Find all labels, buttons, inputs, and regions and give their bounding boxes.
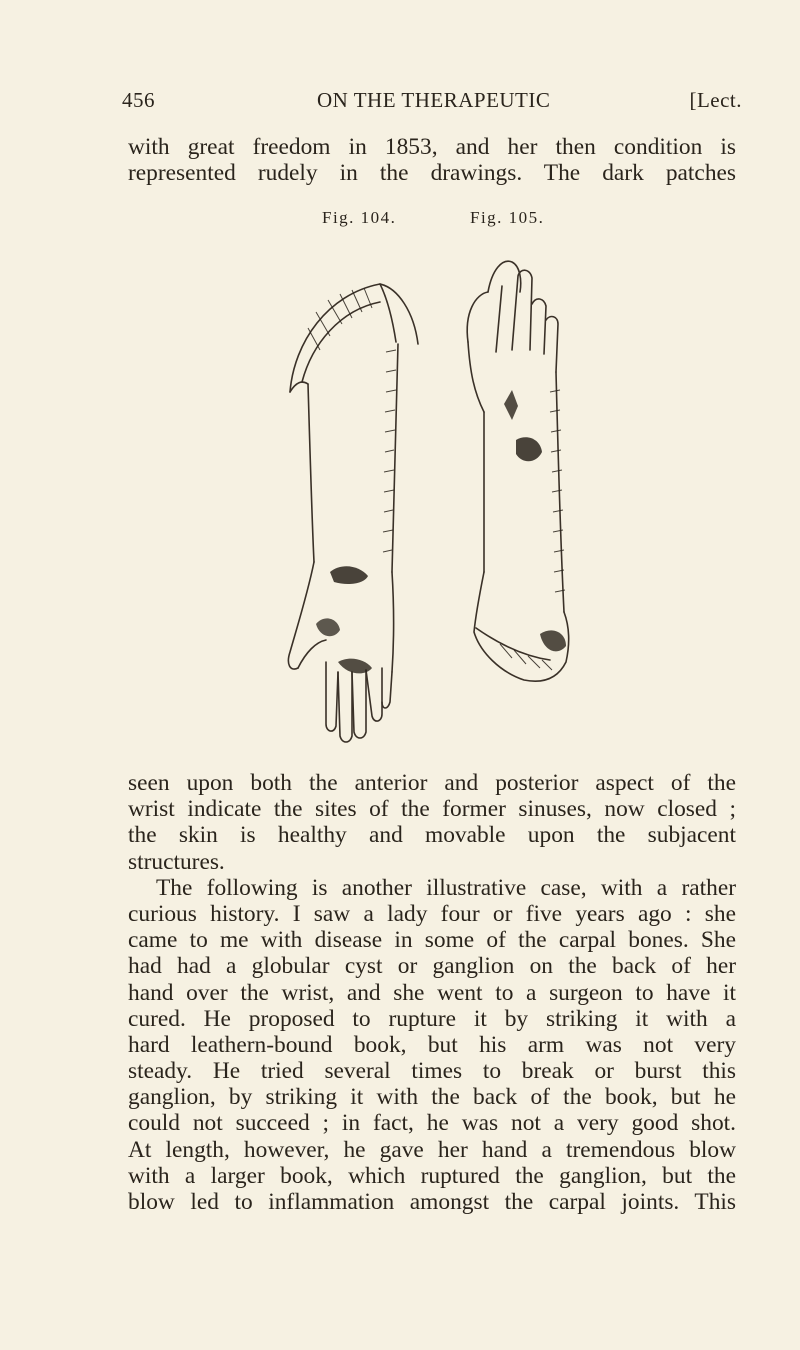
- text-line: the skin is healthy and movable upon the subjacent: [128, 822, 736, 849]
- text-line: seen upon both the anterior and posterior aspect of the: [128, 770, 736, 796]
- text-line: ganglion, by striking it with the back of the book, but he: [128, 1084, 736, 1111]
- text-line: came to me with disease in some of the carpal bones. She: [128, 927, 736, 954]
- text-line: had had a globular cyst or ganglion on the back of her: [128, 953, 736, 980]
- text-line: The following is another illustrative case, with a rather: [156, 874, 736, 901]
- section-mark: [Lect.: [689, 88, 742, 112]
- text-line: could not succeed ; in fact, he was not a very good shot.: [128, 1110, 736, 1137]
- text-line: curious history. I saw a lady four or five years ago : she: [128, 900, 736, 927]
- figure-label-105: Fig. 105.: [470, 208, 545, 227]
- text-line: with great freedom in 1853, and her then condition is: [128, 134, 736, 160]
- text-paragraph-bottom: [128, 770, 736, 1215]
- text-line: hard leathern-bound book, but his arm was not very: [128, 1031, 736, 1058]
- text-line: blow led to inflammation amongst the carpal joints. This: [128, 1189, 736, 1215]
- page-number: 456: [122, 88, 155, 112]
- text-paragraph-top: [128, 134, 736, 186]
- text-line: with a larger book, which ruptured the ganglion, but the: [128, 1162, 736, 1189]
- running-title: ON THE THERAPEUTIC: [317, 88, 551, 112]
- text-line: At length, however, he gave her hand a tremendous blow: [128, 1136, 736, 1163]
- text-line: hand over the wrist, and she went to a surgeon to have it: [128, 979, 736, 1006]
- text-line: represented rudely in the drawings. The dark patches: [128, 160, 736, 187]
- text-line: structures.: [128, 848, 225, 875]
- figure-label-104: Fig. 104.: [322, 208, 397, 227]
- text-line: steady. He tried several times to break or burst this: [128, 1058, 736, 1085]
- figure-105-arm-illustration: [440, 232, 620, 762]
- text-line: cured. He proposed to rupture it by striking it with a: [128, 1005, 736, 1032]
- figure-104-arm-illustration: [268, 232, 448, 762]
- text-line: wrist indicate the sites of the former sinuses, now closed ;: [128, 796, 736, 823]
- running-header: [122, 88, 742, 118]
